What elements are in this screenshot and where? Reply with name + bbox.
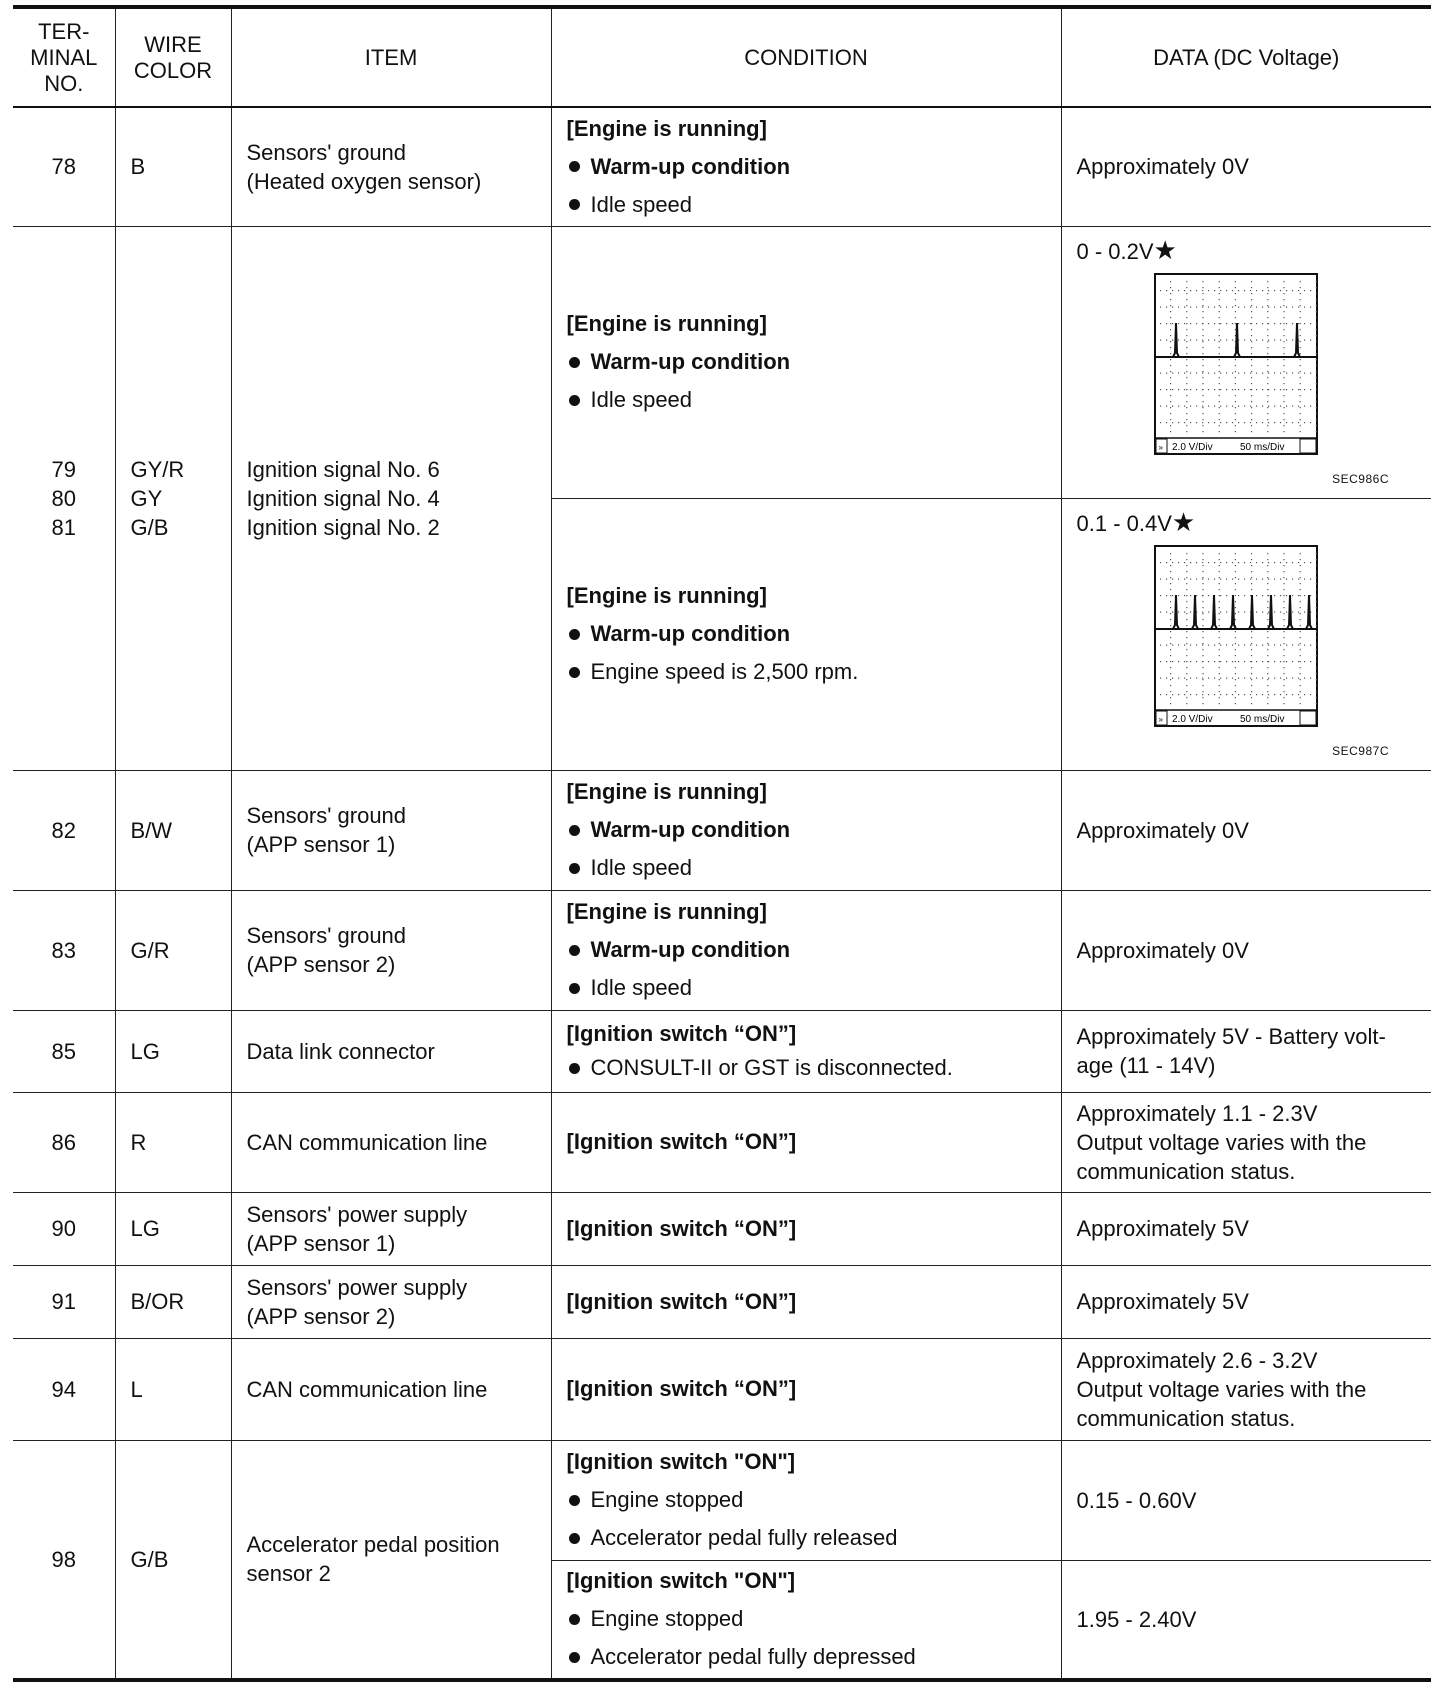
condition-bullet: Engine speed is 2,500 rpm. <box>567 653 1061 691</box>
condition-bullet: Accelerator pedal fully depressed <box>567 1638 1061 1676</box>
data-waveform-cell <box>1061 498 1431 770</box>
wire-color: B <box>115 107 231 226</box>
table-row-94 <box>13 1338 1431 1440</box>
condition-bullet: Warm-up condition <box>567 343 1061 381</box>
terminal-no: 91 <box>13 1265 115 1338</box>
wire-color: G/R <box>115 890 231 1010</box>
condition <box>551 1265 1061 1338</box>
header-wire-color: WIRE COLOR <box>115 7 231 107</box>
condition-bullet: Warm-up condition <box>567 148 1061 186</box>
condition <box>551 1010 1061 1092</box>
condition-bullet: Accelerator pedal fully released <box>567 1519 1061 1557</box>
figure-code: SEC986C <box>1332 471 1389 486</box>
terminal-no: 94 <box>13 1338 115 1440</box>
data-value: Approximately 5V <box>1061 1265 1431 1338</box>
condition <box>551 770 1061 890</box>
condition <box>551 107 1061 226</box>
data-value: Approximately 5V - Battery volt- age (11 - 14V) <box>1061 1010 1431 1092</box>
terminal-no: 82 <box>13 770 115 890</box>
run-icon: » <box>1158 442 1163 452</box>
table-row-91 <box>13 1265 1431 1338</box>
item: Sensors' power supply (APP sensor 2) <box>231 1265 551 1338</box>
condition <box>551 1560 1061 1680</box>
condition-heading: [Engine is running] <box>566 115 767 141</box>
condition-bullet: Engine stopped <box>567 1481 1061 1519</box>
condition-heading: [Ignition switch “ON”] <box>566 1288 797 1314</box>
condition-bullet: Idle speed <box>567 186 1061 224</box>
run-icon: » <box>1158 714 1163 724</box>
header-data: DATA (DC Voltage) <box>1061 7 1431 107</box>
table-row-83 <box>13 890 1431 1010</box>
condition-heading: [Ignition switch "ON"] <box>566 1449 796 1474</box>
data-value: 0.1 - 0.4V★ <box>1076 506 1196 537</box>
condition <box>551 1440 1061 1560</box>
table-row-86 <box>13 1092 1431 1192</box>
item: Sensors' ground (APP sensor 1) <box>231 770 551 890</box>
data-waveform-cell <box>1061 226 1431 498</box>
star-icon: ★ <box>1153 234 1177 265</box>
condition-bullet: Engine stopped <box>567 1600 1061 1638</box>
data-value: 0.15 - 0.60V <box>1061 1440 1431 1560</box>
wire-color: B/OR <box>115 1265 231 1338</box>
data-value: Approximately 2.6 - 3.2V Output voltage varies with the communication status. <box>1061 1338 1431 1440</box>
condition-bullet: Warm-up condition <box>567 811 1061 849</box>
item: CAN communication line <box>231 1338 551 1440</box>
item: Sensors' ground (Heated oxygen sensor) <box>231 107 551 226</box>
table-row-79-81 <box>13 226 1431 498</box>
condition-heading: [Ignition switch “ON”] <box>566 1129 797 1154</box>
table-row-98 <box>13 1440 1431 1560</box>
condition <box>551 1092 1061 1192</box>
terminal-data-table <box>13 5 1431 1682</box>
time-scale: 50 ms/Div <box>1239 713 1284 725</box>
data-value: Approximately 0V <box>1061 770 1431 890</box>
condition <box>551 498 1061 770</box>
item: Ignition signal No. 6 Ignition signal No. 4 Ignition signal No. 2 <box>231 226 551 770</box>
header-item: ITEM <box>231 7 551 107</box>
condition-heading: [Engine is running] <box>566 311 767 336</box>
table-row-90 <box>13 1192 1431 1265</box>
condition-heading: [Engine is running] <box>566 899 767 924</box>
data-value: 1.95 - 2.40V <box>1061 1560 1431 1680</box>
data-value: Approximately 0V <box>1061 107 1431 226</box>
condition <box>551 1338 1061 1440</box>
header-condition: CONDITION <box>551 7 1061 107</box>
item: Accelerator pedal position sensor 2 <box>231 1440 551 1680</box>
condition <box>551 1192 1061 1265</box>
terminal-no: 79 80 81 <box>13 226 115 770</box>
condition-bullet: Warm-up condition <box>567 931 1061 969</box>
figure-code: SEC987C <box>1332 743 1389 758</box>
item: Sensors' power supply (APP sensor 1) <box>231 1192 551 1265</box>
condition-heading: [Ignition switch “ON”] <box>566 1215 797 1241</box>
wire-color: L <box>115 1338 231 1440</box>
condition-heading: [Engine is running] <box>566 583 767 608</box>
terminal-no: 86 <box>13 1092 115 1192</box>
condition-bullet: Idle speed <box>567 849 1061 887</box>
wire-color: LG <box>115 1192 231 1265</box>
condition-bullet: Idle speed <box>567 381 1061 419</box>
condition-heading: [Ignition switch “ON”] <box>566 1021 797 1046</box>
data-value: Approximately 5V <box>1061 1192 1431 1265</box>
condition <box>551 226 1061 498</box>
table-row-85 <box>13 1010 1431 1092</box>
terminal-no: 78 <box>13 107 115 226</box>
oscilloscope-waveform <box>1154 273 1318 455</box>
star-icon: ★ <box>1171 506 1196 537</box>
terminal-no: 98 <box>13 1440 115 1680</box>
condition-bullet: CONSULT-II or GST is disconnected. <box>567 1051 1061 1085</box>
condition-heading: [Ignition switch “ON”] <box>566 1376 797 1401</box>
item: CAN communication line <box>231 1092 551 1192</box>
data-value: Approximately 1.1 - 2.3V Output voltage varies with the communication status. <box>1061 1092 1431 1192</box>
table-row-78 <box>13 107 1431 226</box>
item: Sensors' ground (APP sensor 2) <box>231 890 551 1010</box>
condition-heading: [Ignition switch "ON"] <box>566 1568 796 1594</box>
data-value: Approximately 0V <box>1061 890 1431 1010</box>
wire-color: R <box>115 1092 231 1192</box>
condition-heading: [Engine is running] <box>566 779 767 804</box>
header-terminal-no: TER- MINAL NO. <box>13 7 115 107</box>
condition <box>551 890 1061 1010</box>
data-value: 0 - 0.2V★ <box>1076 234 1177 265</box>
volt-scale: 2.0 V/Div <box>1171 713 1213 725</box>
oscilloscope-waveform <box>1154 545 1318 727</box>
condition-bullet: Warm-up condition <box>567 615 1061 653</box>
header-row <box>13 7 1431 107</box>
wire-color: B/W <box>115 770 231 890</box>
table-row-82 <box>13 770 1431 890</box>
terminal-no: 90 <box>13 1192 115 1265</box>
wire-color: LG <box>115 1010 231 1092</box>
condition-bullet: Idle speed <box>567 969 1061 1007</box>
volt-scale: 2.0 V/Div <box>1171 441 1213 453</box>
wire-color: GY/R GY G/B <box>115 226 231 770</box>
wire-color: G/B <box>115 1440 231 1680</box>
time-scale: 50 ms/Div <box>1239 441 1284 453</box>
item: Data link connector <box>231 1010 551 1092</box>
terminal-no: 85 <box>13 1010 115 1092</box>
terminal-no: 83 <box>13 890 115 1010</box>
